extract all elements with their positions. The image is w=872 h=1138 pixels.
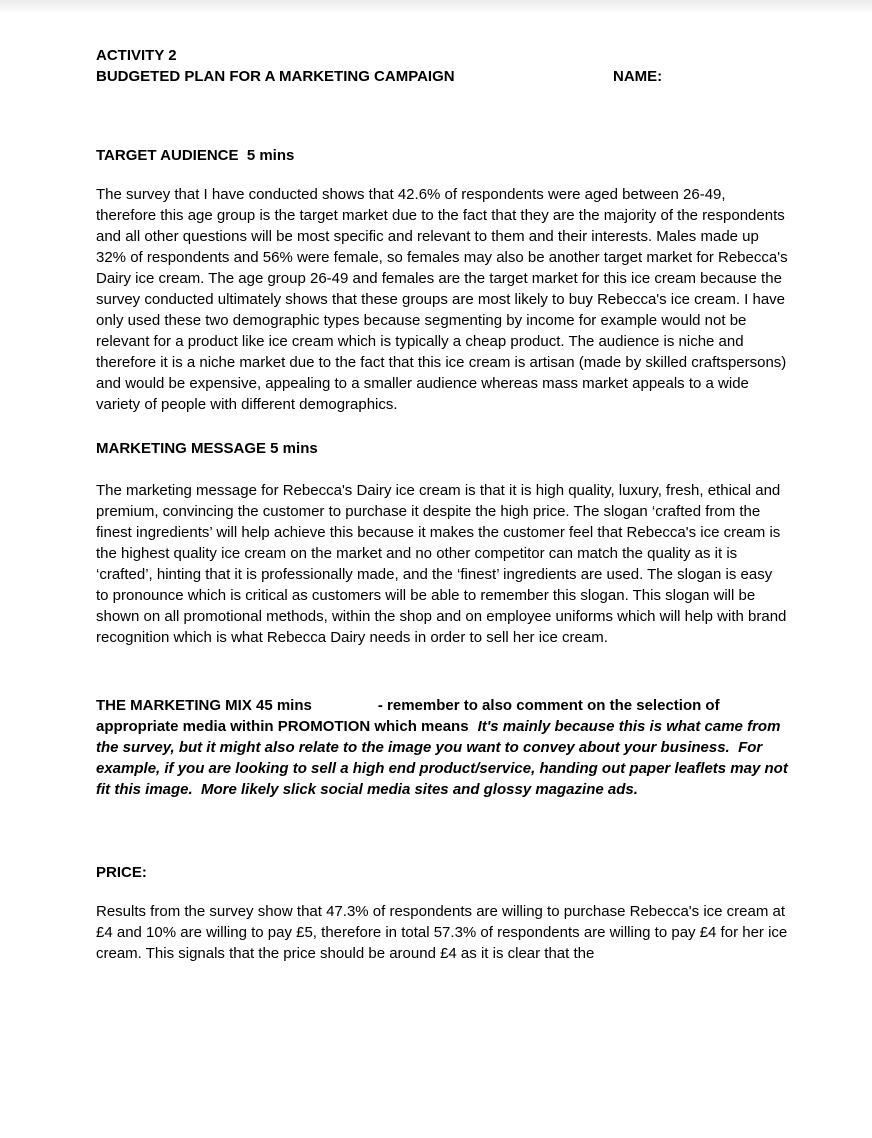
- marketing-message-paragraph: The marketing message for Rebecca's Dairy ice cream is that it is high quality, luxury, fresh, ethical and premium, convincing the customer to purchase it despite the high price. The slogan ‘crafted from the finest ingredients’ will help achieve this because it makes the customer feel that Rebecca's ice cream is the highest quality ice cream on the market and no other competitor can match the quality as it is ‘crafted’, hinting that it is professionally made, and the ‘finest’ ingredients are used. The slogan is easy to pronounce which is critical as customers will be able to remember this slogan. This slogan will be shown on all promotional methods, within the shop and on employee uniforms which will help with brand recognition which is what Rebecca Dairy needs in order to sell her ice cream.: [96, 482, 791, 646]
- document-subtitle: BUDGETED PLAN FOR A MARKETING CAMPAIGN: [96, 68, 455, 85]
- marketing-mix-instruction: - remember to also comment on the selection of appropriate media within PROMOTION which means: [96, 697, 724, 735]
- section-heading-marketing-message: MARKETING MESSAGE 5 mins: [96, 440, 318, 457]
- target-audience-paragraph: The survey that I have conducted shows that 42.6% of respondents were aged between 26-49, therefore this age group is the target market due to the fact that they are the majority of the respondents and all other questions will be most specific and relevant to them and their interests. Males made up 32% of respondents and 56% were female, so females may also be another target market for Rebecca's Dairy ice cream. The age group 26-49 and females are the target market for this ice cream because the survey conducted ultimately shows that these groups are most likely to buy Rebecca's ice cream. I have only used these two demographic types because segmenting by income for example would not be relevant for a product like ice cream which is typically a cheap product. The audience is niche and therefore it is a niche market due to the fact that this ice cream is artisan (made by skilled craftspersons) and would be expensive, appealing to a smaller audience whereas mass market appeals to a wide variety of people with different demographics.: [96, 186, 792, 413]
- marketing-mix-teacher-note: It's mainly because this is what came from the survey, but it might also relate to the image you want to convey about your business. For example, if you are looking to sell a high end product/service, handing out paper leaflets may not fit this image. More likely slick social media sites and glossy magazine ads.: [96, 718, 792, 798]
- tab-spacer: [312, 709, 378, 710]
- name-label: NAME:: [613, 68, 663, 85]
- document-content: [96, 45, 792, 964]
- marketing-mix-paragraph: [96, 695, 792, 800]
- page-top-shadow: [0, 0, 872, 14]
- marketing-mix-heading: THE MARKETING MIX 45 mins: [96, 697, 312, 714]
- activity-title: ACTIVITY 2: [96, 47, 177, 64]
- price-paragraph: Results from the survey show that 47.3% of respondents are willing to purchase Rebecca's ice cream at £4 and 10% are willing to pay £5, therefore in total 57.3% of respondents are willing to pay £4 for her ice cream. This signals that the price should be around £4 as it is clear that the: [96, 903, 792, 962]
- section-heading-price: PRICE:: [96, 864, 147, 881]
- document-subtitle-row: [96, 66, 788, 87]
- section-heading-target-audience: TARGET AUDIENCE 5 mins: [96, 147, 295, 164]
